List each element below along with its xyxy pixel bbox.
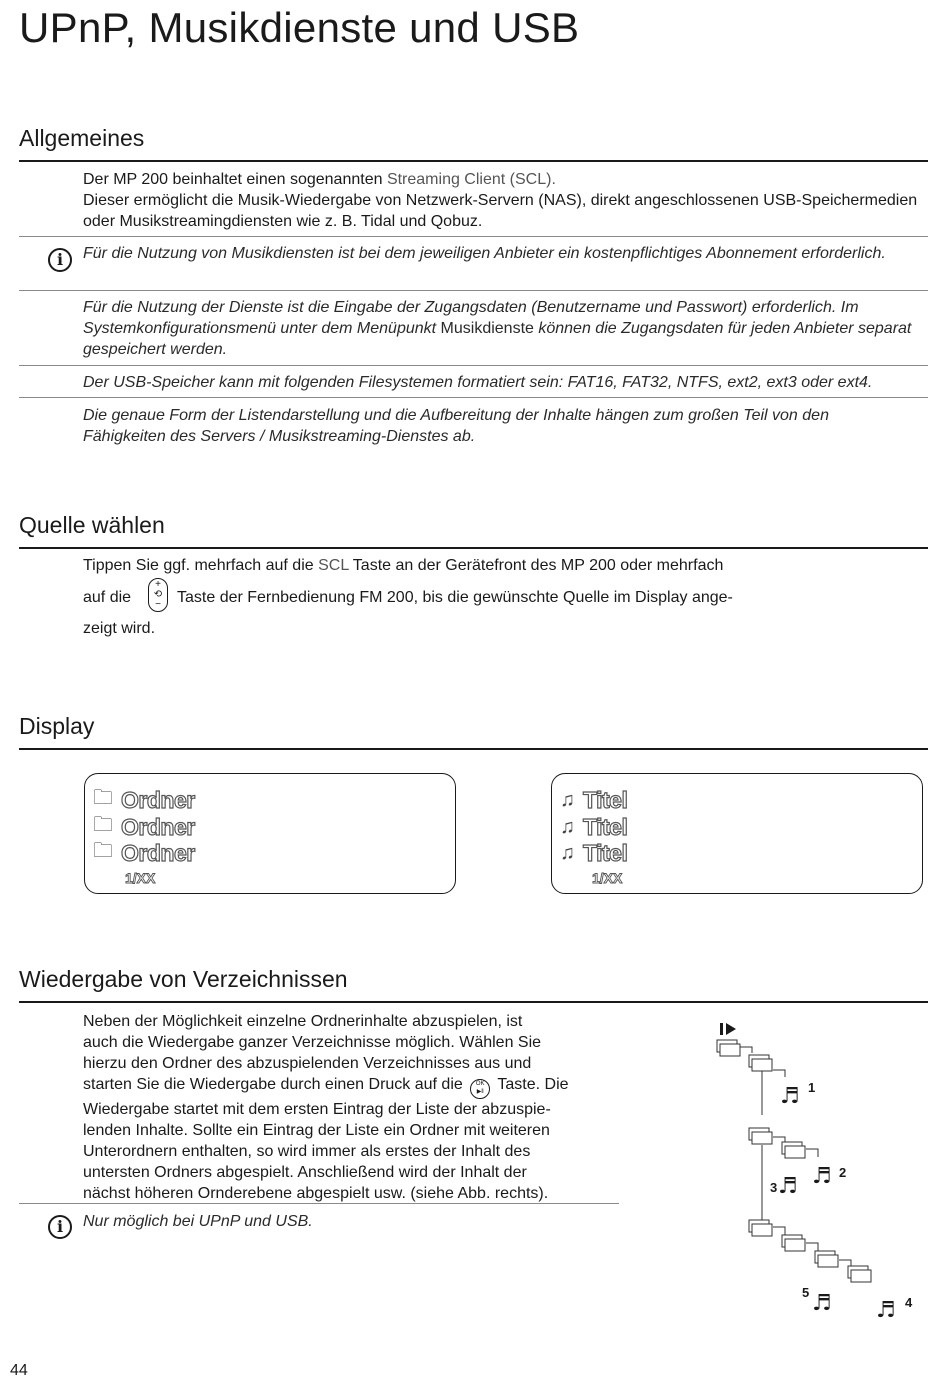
- display-page-count: 1/XX: [592, 870, 623, 886]
- folder-icon: 🗀: [93, 787, 113, 809]
- quelle-line-2: [83, 587, 131, 608]
- music-note-icon: ♫: [560, 788, 575, 811]
- note-filesystems: Der USB-Speicher kann mit folgenden Filesystemen formatiert sein: FAT16, FAT32, NTFS, ext2, ext3 oder ext4.: [83, 374, 873, 391]
- intro-line-1: [83, 169, 928, 190]
- diagram-step-number: 5: [802, 1285, 810, 1300]
- play-icon: [720, 1023, 736, 1035]
- paragraph-line: nächst höheren Ornderebene abgespielt usw. (siehe Abb. rechts).: [83, 1185, 549, 1202]
- intro-paragraph: [83, 169, 928, 232]
- section-heading-display: Display: [19, 713, 95, 739]
- display-row-title: [560, 814, 627, 840]
- diagram-step-number: 3: [770, 1180, 778, 1195]
- ok-play-key-icon: OK ▶‖: [470, 1079, 490, 1099]
- display-row-title: [560, 787, 627, 813]
- section-rule: [19, 748, 928, 750]
- music-notes-icon: ♬: [812, 1291, 832, 1316]
- paragraph-line: untersten Ordners abgespielt. Anschließend wird der Inhalt der: [83, 1164, 527, 1181]
- quelle-line-2-end: Taste der Fernbedienung FM 200, bis die gewünschte Quelle im Display ange-: [177, 589, 733, 606]
- music-note-icon: ♫: [560, 815, 575, 838]
- paragraph-text: Taste. Die: [497, 1076, 569, 1093]
- section-heading-wiedergabe: Wiedergabe von Verzeichnissen: [19, 966, 348, 992]
- section-heading-allgemeines: Allgemeines: [19, 125, 145, 151]
- section-rule: [19, 160, 928, 162]
- display-row-label: Ordner: [121, 839, 195, 866]
- paragraph-line: Unterordnern enthalten, so wird immer als erstes der Inhalt des: [83, 1143, 531, 1160]
- quelle-text-end: Taste an der Gerätefront des MP 200 oder mehrfach: [348, 557, 724, 574]
- scl-key-label: SCL: [318, 557, 349, 574]
- display-title-view: [551, 773, 923, 894]
- quelle-line-1: [83, 555, 723, 576]
- note-subscription: Für die Nutzung von Musikdiensten ist bei dem jeweiligen Anbieter ein kostenpflichtiges Abonnement erforderlich.: [83, 245, 886, 262]
- paragraph-line: Neben der Möglichkeit einzelne Ordnerinhalte abzuspielen, ist: [83, 1013, 523, 1030]
- display-row-label: Ordner: [121, 786, 195, 813]
- paragraph-line: lenden Inhalte. Sollte ein Eintrag der Liste ein Ordner mit weiteren: [83, 1122, 550, 1139]
- directory-playback-diagram: [700, 1015, 930, 1330]
- info-icon: i: [48, 1215, 72, 1239]
- display-row-title: [560, 840, 627, 866]
- quelle-text: Tippen Sie ggf. mehrfach auf die: [83, 557, 319, 574]
- divider: [19, 1203, 619, 1204]
- source-key-icon: + ⟲ −: [148, 578, 168, 612]
- paragraph-text: starten Sie die Wiedergabe durch einen Druck auf die: [83, 1076, 463, 1093]
- paragraph-line: Wiedergabe startet mit dem ersten Eintrag der Liste der abzuspie-: [83, 1101, 551, 1118]
- page-number: 44: [10, 1362, 28, 1379]
- display-row-label: Titel: [583, 786, 628, 813]
- diagram-step-number: 1: [808, 1080, 816, 1095]
- display-row-label: Titel: [583, 813, 628, 840]
- music-notes-icon: ♬: [876, 1298, 896, 1323]
- note-upnp-usb: Nur möglich bei UPnP und USB.: [83, 1213, 313, 1230]
- display-page-count: 1/XX: [125, 870, 156, 886]
- music-note-icon: ♫: [560, 841, 575, 864]
- page-title: UPnP, Musikdienste und USB: [19, 4, 580, 51]
- diagram-step-number: 4: [905, 1295, 913, 1310]
- paragraph-line: [83, 1074, 623, 1099]
- paragraph-line: hierzu den Ordner des abzuspielenden Verzeichnisses aus und: [83, 1055, 532, 1072]
- wiedergabe-paragraph: [83, 1011, 623, 1204]
- folder-icon: [717, 1040, 871, 1282]
- music-notes-icon: ♬: [778, 1174, 798, 1199]
- section-rule: [19, 547, 928, 549]
- divider: [19, 365, 928, 366]
- divider: [19, 236, 928, 237]
- scl-term: Streaming Client (SCL).: [386, 171, 556, 188]
- note-credentials: [83, 297, 928, 360]
- display-folder-view: [84, 773, 456, 894]
- music-notes-icon: ♬: [812, 1164, 832, 1189]
- divider: [19, 290, 928, 291]
- intro-text: Der MP 200 beinhaltet einen sogenannten: [83, 171, 387, 188]
- display-row-label: Titel: [583, 839, 628, 866]
- menu-item-musikdienste: Musikdienste: [440, 320, 534, 337]
- note-credentials-text: Für die Nutzung der Dienste ist die Eingabe der Zugangsdaten (Benutzername und Passwort) erforderlich. Im Systemkonfigurationsmenü unter dem Menüpunkt: [83, 299, 859, 337]
- divider: [19, 397, 928, 398]
- quelle-line-3: zeigt wird.: [83, 620, 156, 637]
- display-row-folder: [93, 840, 195, 866]
- diagram-step-number: 2: [839, 1165, 847, 1180]
- quelle-text: auf die: [83, 589, 132, 606]
- section-heading-quelle: Quelle wählen: [19, 512, 165, 538]
- paragraph-line: auch die Wiedergabe ganzer Verzeichnisse möglich. Wählen Sie: [83, 1034, 542, 1051]
- note-list-display: Die genaue Form der Listendarstellung und die Aufbereitung der Inhalte hängen zum großen Teil von den Fähigkeiten des Servers / Musikstreaming-Dienstes ab.: [83, 407, 829, 445]
- folder-icon: 🗀: [93, 814, 113, 836]
- folder-icon: 🗀: [93, 840, 113, 862]
- display-row-label: Ordner: [121, 813, 195, 840]
- intro-line-2: Dieser ermöglicht die Musik-Wiedergabe von Netzwerk-Servern (NAS), direkt angeschlossenen USB-Speichermedien oder Musikstreamingdiensten wie z. B. Tidal und Qobuz.: [83, 192, 918, 230]
- section-rule: [19, 1001, 928, 1003]
- note-credentials-text-end: können die Zugangsdaten für jeden Anbieter separat gespeichert werden.: [83, 320, 912, 358]
- music-notes-icon: ♬: [780, 1084, 800, 1109]
- info-icon: i: [48, 248, 72, 272]
